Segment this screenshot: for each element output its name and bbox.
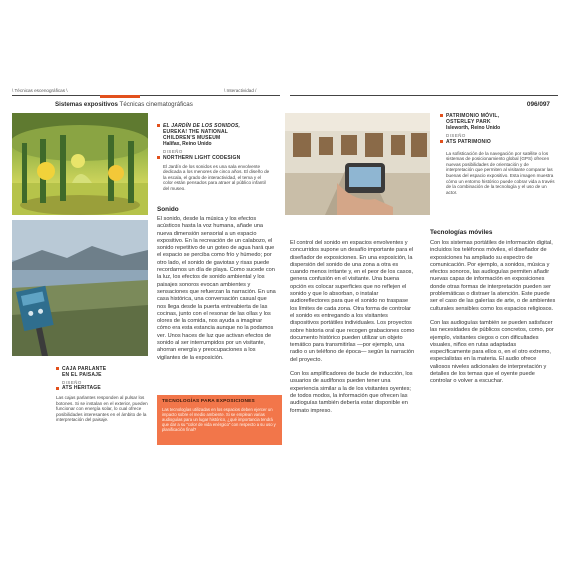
sonido-column-1: El sonido, desde la música y los efectos acústicos hasta la voz humana, añade una nueva dimensión sensorial a un espacio expositivo. En la recreación de un calabozo, el sonido repetitivo de un goteo de agua hará que el espacio se perciba como frío y húmedo; por otro lado, el sonido de gaviotas y risas puede recordarnos un día de playa. Como sucede con la luz, los efectos de sonido ambiental y los paisajes sonoros evocan ambientes y sensaciones que refuerzan la narración. En una casa histórica, una conversación casual que nos llega desde la puerta entreabierta de las cocinas, junto con el resonar de las ollas y los olores de la comida, nos ayuda a imaginar cómo era esta estancia aunque no la podamos ver. Unos haces de luz que activan efectos de sonido al ser interrumpidos por un visitante, ahorran energía y preocupaciones a los vigilantes de la exposición. bbox=[157, 216, 276, 361]
bullet-icon bbox=[56, 387, 59, 390]
patrimonio-caption-title-1: PATRIMONIO MÓVIL, bbox=[440, 113, 558, 119]
jardin-caption-subtitle-2: CHILDREN'S MUSEUM bbox=[163, 135, 221, 141]
jardin-illustration bbox=[12, 113, 148, 215]
jardin-caption-subtitle-1: EUREKA! THE NATIONAL bbox=[163, 129, 229, 135]
patrimonio-design-label: DISEÑO bbox=[446, 133, 466, 139]
patrimonio-caption-text: La sofisticación de la navegación por satélite o los sistemas de posicionamiento global (GPS) ofrecen nuevas posibilidades de orientación y de interpretación que permiten al visitante comparar las buenas del espacio expositivo. Esta imagen muestra cómo un entorno histórico puede cobrar vida a través de la combinación de la tecnología y el uso de un actor. bbox=[446, 150, 555, 195]
running-head-right: \ Interactividad / bbox=[224, 88, 257, 93]
jardin-caption-text: El Jardín de los sonidos es una sala envolvente dedicada a los menores de cinco años. El diseño de la escala, el grado de interactividad, el tema y el color están pensados para atraer al público infantil del museo. bbox=[163, 163, 270, 191]
bullet-icon bbox=[157, 124, 160, 127]
caja-designer: ATS HERITAGE bbox=[56, 385, 151, 391]
patrimonio-caption bbox=[440, 113, 558, 195]
jardin-caption-title: EL JARDÍN DE LOS SONIDOS, bbox=[157, 123, 272, 129]
patrimonio-caption-place: Isleworth, Reino Unido bbox=[446, 125, 501, 131]
jardin-designer: NORTHERN LIGHT CODESIGN bbox=[157, 155, 272, 161]
section-marker bbox=[100, 95, 140, 98]
jardin-caption-place: Halifax, Reino Unido bbox=[163, 141, 212, 147]
caja-caption bbox=[56, 366, 151, 391]
tip-box bbox=[157, 395, 282, 445]
patrimonio-photo bbox=[285, 113, 430, 215]
sonido-heading: Sonido bbox=[157, 206, 179, 213]
bullet-icon bbox=[440, 114, 443, 117]
jardin-design-label: DISEÑO bbox=[163, 149, 183, 155]
bullet-icon bbox=[157, 156, 160, 159]
jardin-photo bbox=[12, 113, 148, 215]
tip-text: Las tecnologías utilizadas en los espacios deben ejercer un impacto sobre el medio ambiente. Si se emplean varias audioguías para un lugar histórico, ¿qué importancia tendrá que dar a su "color de vida enérgico" con respecto a su uso y planificación final? bbox=[162, 407, 276, 433]
caja-caption-title-2: EN EL PAISAJE bbox=[62, 372, 102, 378]
tip-title: TECNOLOGÍAS PARA EXPOSICIONES bbox=[162, 399, 255, 404]
caja-caption-text: Las cajas parlantes responden al pulsar los botones. Si se instalan en el exterior, pueden funcionar con energía solar, lo cual ofrece posibilidades interesantes en el ámbito de la interpretación del paisaje. bbox=[56, 395, 148, 423]
header-rule-top bbox=[12, 95, 280, 96]
caja-caption-title-1: CAJA PARLANTE bbox=[56, 366, 151, 372]
movil-p1: Con los sistemas portátiles de información digital, incluidos los teléfonos móviles, el diseñador de exposiciones ha ampliado su espectro de comunicación. Por ejemplo, a sonidos, música y efectos sonoros, las audioguías permiten añadir nuevas capas de información en exposiciones donde otras formas de interpretación pueden ser problemáticas o distraer la atención. Este puede ser el caso de las galerías de arte, o de ambientes culturales sensibles como los espacios religiosos. bbox=[430, 240, 556, 312]
patrimonio-caption-title-2: OSTERLEY PARK bbox=[446, 119, 491, 125]
movil-p2: Con las audioguías también se pueden satisfacer las necesidades de públicos concretos, como, por ejemplo, visitantes ciegos o con dificultades visuales, niños en rutas adaptadas específicamente para ellos o, en el otro extremo, especialistas en la materia. El audio ofrece valiosos niveles adicionales de interpretación y detalles de los temas que el oyente puede controlar o volver a escuchar. bbox=[430, 319, 554, 385]
movil-heading: Tecnologías móviles bbox=[430, 229, 493, 236]
sonido-column-2-p2: Con los amplificadores de bucle de inducción, los usuarios de audífonos pueden tener una experiencia similar a la de los visitantes oyentes; de todos modos, la información que ofrecen las audioguías también debería estar disponible en formato impreso. bbox=[290, 371, 413, 414]
jardin-caption bbox=[157, 123, 272, 192]
page-numbers: 096/097 bbox=[526, 101, 550, 108]
bullet-icon bbox=[56, 367, 59, 370]
section-title bbox=[55, 101, 193, 109]
movil-column bbox=[430, 240, 558, 386]
bullet-icon bbox=[440, 140, 443, 143]
sonido-column-2 bbox=[290, 240, 415, 415]
section-title-light: Técnicas cinematográficas bbox=[119, 101, 193, 108]
patrimonio-illustration bbox=[285, 113, 430, 215]
section-title-bold: Sistemas expositivos bbox=[55, 101, 118, 108]
running-head-left: \ Técnicas escenográficas \ bbox=[12, 88, 68, 93]
header-rule-top-right bbox=[290, 95, 558, 96]
caja-photo bbox=[12, 220, 148, 356]
caja-illustration bbox=[12, 220, 148, 356]
patrimonio-designer: ATS PATRIMONIO bbox=[440, 139, 558, 145]
sonido-column-2-p1: El control del sonido en espacios envolventes y concurridos supone un desafío importante para el diseñador de exposiciones. En una exposición, la dispersión del sonido de una zona a otra es cuando menos irritante y, en el peor de los casos, genera confusión en el visitante. Una buena opción es colocar superficies que no reflejen el sonido y que lo absorban, o instalar audioreflectores para que el sonido no traspase los límites de cada zona. Otra forma de controlar el sonido es entregando a los visitantes dispositivos portátiles individuales. Los proyectos sobre historia oral que recogen grabaciones como documento histórico pueden utilizar un objeto temático para transmitirlas —por ejemplo, una radio o un teléfono de época— según la narración del proyecto. bbox=[290, 240, 415, 363]
caja-design-label: DISEÑO bbox=[62, 380, 82, 385]
